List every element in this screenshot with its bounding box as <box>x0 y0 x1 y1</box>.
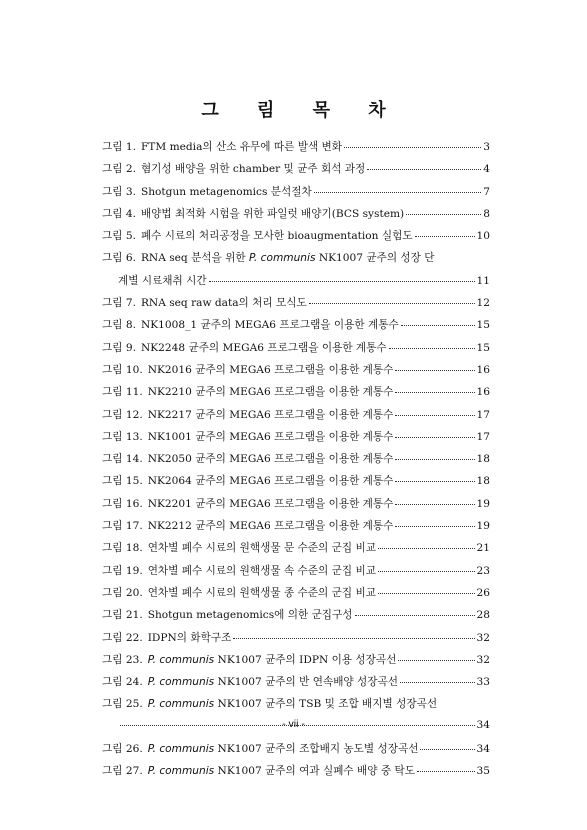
entry-title: FTM media의 산소 유무에 따른 발색 변화 <box>140 141 343 153</box>
toc-entry[interactable] <box>102 139 490 161</box>
entry-title-suffix: NK1007 균주의 반 연속배양 성장곡선 <box>214 676 398 689</box>
toc-entry[interactable] <box>102 473 490 495</box>
dot-leader <box>209 280 475 282</box>
entry-number: 그림 9. <box>102 341 136 354</box>
entry-number: 그림 5. <box>102 230 136 243</box>
entry-number: 그림 11. <box>102 386 143 399</box>
entry-number: 그림 26. <box>102 743 143 756</box>
toc-entry[interactable] <box>102 228 490 250</box>
dot-leader <box>398 659 474 661</box>
species-name: P. communis <box>147 653 215 666</box>
entry-title: NK2064 균주의 MEGA6 프로그램을 이용한 계통수 <box>147 475 394 488</box>
entry-number: 그림 15. <box>102 475 143 488</box>
dot-leader <box>367 168 481 170</box>
toc-entry[interactable] <box>102 451 490 473</box>
entry-title: NK2016 균주의 MEGA6 프로그램을 이용한 계통수 <box>147 363 394 376</box>
entry-title: 폐수 시료의 처리공정을 모사한 bioaugmentation 실험도 <box>140 230 413 243</box>
dot-leader <box>395 503 474 505</box>
dot-leader <box>389 347 475 349</box>
entry-title: NK2201 균주의 MEGA6 프로그램을 이용한 계통수 <box>147 497 394 510</box>
entry-number: 그림 12. <box>102 408 143 421</box>
toc-entry[interactable] <box>102 295 490 317</box>
toc-entry[interactable] <box>102 763 490 785</box>
toc-entry[interactable] <box>102 696 490 718</box>
entry-number: 그림 8. <box>102 319 136 332</box>
entry-number: 그림 4. <box>102 207 136 220</box>
dot-leader <box>415 235 475 237</box>
dot-leader <box>233 637 474 639</box>
entry-title: NK1008_1 균주의 MEGA6 프로그램을 이용한 계통수 <box>140 319 399 332</box>
species-name: P. communis <box>147 743 215 756</box>
entry-title: IDPN의 화학구조 <box>147 631 232 644</box>
toc-entry[interactable] <box>102 540 490 562</box>
entry-number: 그림 23. <box>102 653 143 666</box>
entry-page: 17 <box>476 430 490 443</box>
entry-title: RNA seq raw data의 처리 모식도 <box>140 297 307 310</box>
entry-number: 그림 18. <box>102 542 143 555</box>
entry-title: NK2217 균주의 MEGA6 프로그램을 이용한 계통수 <box>147 408 394 421</box>
entry-page: 16 <box>476 363 490 376</box>
entry-page: 19 <box>476 520 490 533</box>
entry-title: NK2050 균주의 MEGA6 프로그램을 이용한 계통수 <box>147 453 394 466</box>
dot-leader <box>395 391 474 393</box>
entry-page: 32 <box>476 653 490 666</box>
toc-entry[interactable] <box>102 563 490 585</box>
entry-title <box>148 652 397 667</box>
entry-title: Shotgun metagenomics에 의한 군집구성 <box>147 609 353 622</box>
entry-title: NK2210 균주의 MEGA6 프로그램을 이용한 계통수 <box>147 386 394 399</box>
toc-entry[interactable] <box>102 585 490 607</box>
figure-list <box>102 139 490 786</box>
species-name: P. communis <box>147 765 215 778</box>
entry-page: 16 <box>476 386 490 399</box>
entry-page: 8 <box>483 207 490 220</box>
dot-leader <box>395 369 474 371</box>
toc-entry[interactable] <box>102 250 490 272</box>
toc-entry[interactable] <box>102 607 490 629</box>
toc-entry[interactable] <box>102 340 490 362</box>
toc-entry[interactable] <box>102 496 490 518</box>
entry-number: 그림 25. <box>102 698 143 711</box>
toc-entry[interactable] <box>102 362 490 384</box>
toc-entry[interactable] <box>102 317 490 339</box>
entry-title <box>148 696 437 711</box>
species-name: P. communis <box>147 698 215 711</box>
entry-page: 18 <box>476 475 490 488</box>
entry-title: 배양법 최적화 시험을 위한 파일럿 배양기(BCS system) <box>140 207 405 220</box>
entry-title: 연차별 폐수 시료의 원핵생물 문 수준의 군집 비교 <box>147 542 376 555</box>
entry-page: 26 <box>476 586 490 599</box>
entry-page: 15 <box>476 341 490 354</box>
entry-number: 그림 16. <box>102 497 143 510</box>
toc-entry[interactable] <box>102 184 490 206</box>
entry-page: 7 <box>483 185 490 198</box>
dot-leader <box>417 770 475 772</box>
entry-title: NK2212 균주의 MEGA6 프로그램을 이용한 계통수 <box>147 520 394 533</box>
entry-number: 그림 1. <box>102 141 136 153</box>
entry-page: 12 <box>476 297 490 310</box>
entry-number: 그림 13. <box>102 430 143 443</box>
entry-page: 17 <box>476 408 490 421</box>
dot-leader <box>395 480 474 482</box>
entry-title: NK1001 균주의 MEGA6 프로그램을 이용한 계통수 <box>147 430 394 443</box>
entry-title <box>148 741 419 756</box>
entry-number: 그림 27. <box>102 765 143 778</box>
entry-title-suffix: NK1007 균주의 여과 실폐수 배양 중 탁도 <box>214 765 415 778</box>
toc-entry[interactable] <box>102 206 490 228</box>
dot-leader <box>406 213 481 215</box>
entry-page: 3 <box>483 141 490 153</box>
entry-page: 23 <box>476 564 490 577</box>
entry-number: 그림 7. <box>102 297 136 310</box>
entry-title <box>148 763 415 778</box>
toc-entry[interactable] <box>102 741 490 763</box>
entry-page: 11 <box>476 274 490 287</box>
dot-leader <box>314 191 482 193</box>
entry-title: NK2248 균주의 MEGA6 프로그램을 이용한 계통수 <box>140 341 387 354</box>
entry-number: 그림 14. <box>102 453 143 466</box>
entry-page: 35 <box>476 765 490 778</box>
entry-title: 혐기성 배양을 위한 chamber 및 균주 회석 과정 <box>140 163 366 176</box>
dot-leader <box>400 681 475 683</box>
entry-title-suffix: NK1007 균주의 조합배지 농도별 성장곡선 <box>214 743 419 756</box>
entry-page: 19 <box>476 497 490 510</box>
entry-number: 그림 19. <box>102 564 143 577</box>
toc-entry[interactable] <box>102 161 490 183</box>
entry-page: 34 <box>476 718 490 731</box>
toc-entry[interactable] <box>102 630 490 652</box>
entry-page: 4 <box>483 163 490 176</box>
page-number: - vii - <box>282 718 305 730</box>
entry-title-suffix: NK1007 균주의 IDPN 이용 성장곡선 <box>214 653 397 666</box>
entry-number: 그림 3. <box>102 185 136 198</box>
toc-entry[interactable] <box>102 674 490 696</box>
entry-title: Shotgun metagenomics 분석절차 <box>140 185 312 198</box>
toc-entry[interactable] <box>102 518 490 540</box>
dot-leader <box>401 324 475 326</box>
entry-number: 그림 6. <box>102 252 136 265</box>
toc-entry-continuation[interactable] <box>102 273 490 295</box>
entry-title-continued: 계별 시료채취 시간 <box>118 274 207 287</box>
species-name: P. communis <box>147 676 215 689</box>
entry-number: 그림 22. <box>102 631 143 644</box>
entry-title: 연차별 폐수 시료의 원핵생물 종 수준의 군집 비교 <box>147 586 376 599</box>
entry-page: 21 <box>476 542 490 555</box>
entry-page: 33 <box>476 676 490 689</box>
entry-title-suffix: NK1007 균주의 TSB 및 조합 배지별 성장곡선 <box>214 698 438 711</box>
entry-title <box>148 674 398 689</box>
entry-title-suffix: NK1007 균주의 성장 단 <box>315 252 435 265</box>
entry-page: 18 <box>476 453 490 466</box>
dot-leader <box>344 146 481 148</box>
dot-leader <box>395 458 474 460</box>
toc-entry[interactable] <box>102 384 490 406</box>
dot-leader <box>355 614 475 616</box>
entry-page: 15 <box>476 319 490 332</box>
species-name: P. communis <box>248 252 316 265</box>
dot-leader <box>378 547 475 549</box>
page-title: 그 림 목 차 <box>201 100 402 121</box>
entry-page: 34 <box>476 743 490 756</box>
entry-page: 32 <box>476 631 490 644</box>
dot-leader <box>309 302 475 304</box>
entry-title <box>141 250 435 265</box>
entry-number: 그림 21. <box>102 609 143 622</box>
dot-leader <box>395 414 474 416</box>
entry-number: 그림 20. <box>102 586 143 599</box>
entry-number: 그림 2. <box>102 163 136 176</box>
entry-number: 그림 24. <box>102 676 143 689</box>
toc-entry[interactable] <box>102 652 490 674</box>
dot-leader <box>420 748 474 750</box>
entry-title: 연차별 폐수 시료의 원핵생물 속 수준의 군집 비교 <box>147 564 376 577</box>
entry-number: 그림 17. <box>102 520 143 533</box>
dot-leader <box>395 436 474 438</box>
dot-leader <box>378 592 475 594</box>
entry-title-prefix: RNA seq 분석을 위한 <box>140 252 249 265</box>
toc-entry[interactable] <box>102 407 490 429</box>
dot-leader <box>395 525 474 527</box>
entry-number: 그림 10. <box>102 363 143 376</box>
entry-page: 28 <box>476 609 490 622</box>
toc-entry[interactable] <box>102 429 490 451</box>
entry-page: 10 <box>476 230 490 243</box>
dot-leader <box>378 570 475 572</box>
